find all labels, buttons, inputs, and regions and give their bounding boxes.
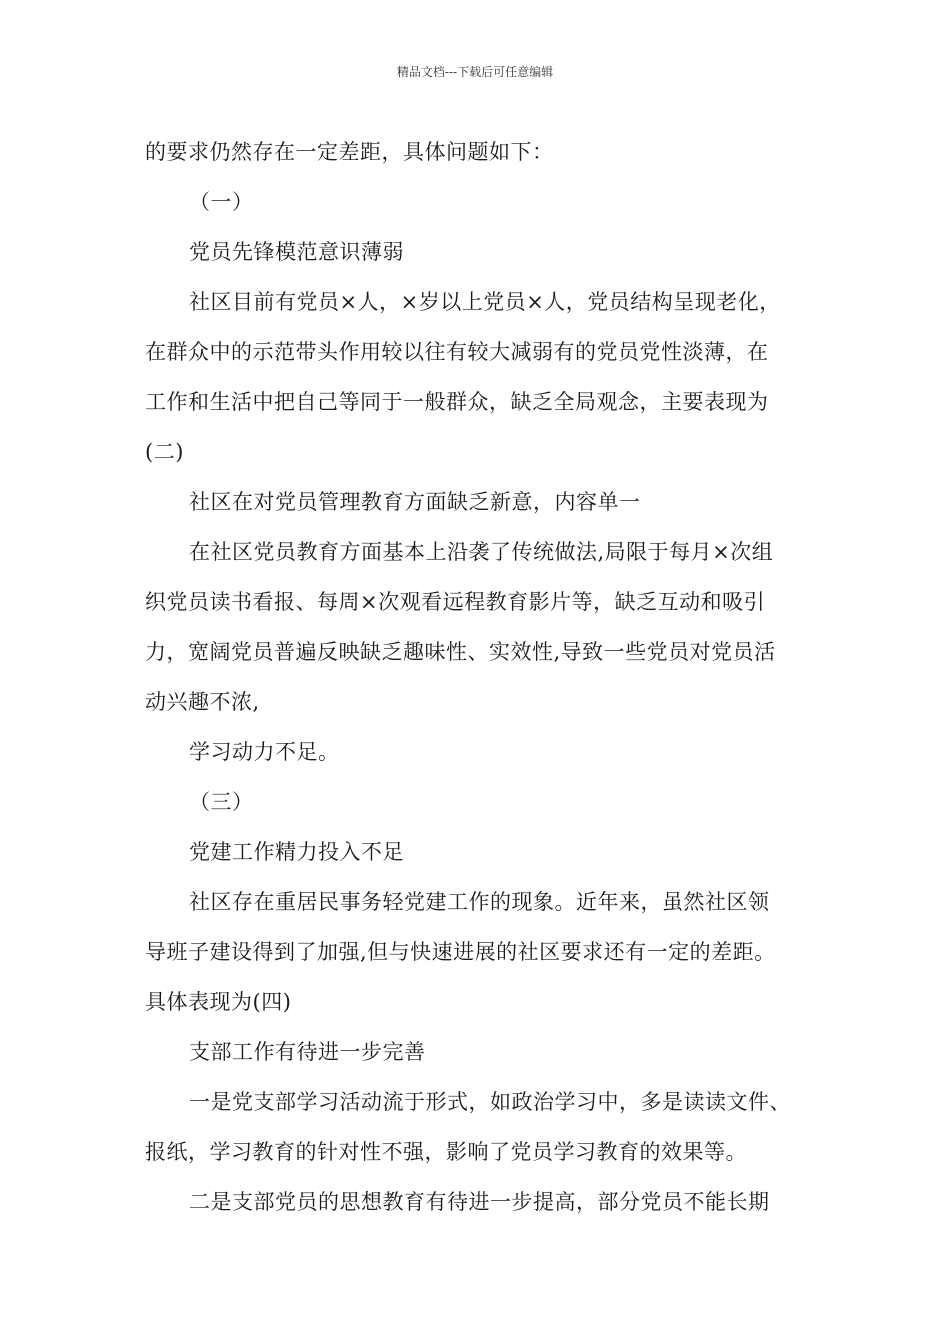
text-line: 力，宽阔党员普遍反映缺乏趣味性、实效性,导致一些党员对党员活 — [145, 640, 776, 664]
text-line: 社区在对党员管理教育方面缺乏新意，内容单一 — [189, 490, 641, 514]
text-line: 在社区党员教育方面基本上沿袭了传统做法,局限于每月×次组 — [189, 540, 774, 564]
text-line: 工作和生活中把自己等同于一般群众，缺乏全局观念，主要表现为 — [145, 390, 769, 414]
text-line: 社区目前有党员×人，×岁以上党员×人，党员结构呈现老化， — [189, 290, 781, 314]
document-body — [145, 127, 835, 1227]
text-line: （三） — [189, 790, 254, 814]
text-line: 学习动力不足。 — [189, 740, 340, 764]
text-line: 的要求仍然存在一定差距，具体问题如下： — [145, 140, 554, 164]
page-header: 精品文档---下载后可任意编辑 — [396, 65, 554, 79]
text-line: 导班子建设得到了加强,但与快速进展的社区要求还有一定的差距。 — [145, 940, 776, 964]
text-line: 具体表现为(四) — [145, 990, 292, 1014]
text-line: 织党员读书看报、每周×次观看远程教育影片等，缺乏互动和吸引 — [145, 590, 766, 614]
text-line: 二是支部党员的思想教育有待进一步提高，部分党员不能长期 — [189, 1190, 770, 1214]
text-line: 党建工作精力投入不足 — [189, 840, 404, 864]
text-line: 一是党支部学习活动流于形式，如政治学习中，多是读读文件、 — [189, 1090, 791, 1114]
text-line: 支部工作有待进一步完善 — [189, 1040, 426, 1064]
text-line: 在群众中的示范带头作用较以往有较大减弱有的党员党性淡薄，在 — [145, 340, 769, 364]
text-line: (二) — [145, 440, 184, 464]
text-line: 动兴趣不浓, — [145, 690, 260, 714]
text-line: （一） — [189, 190, 254, 214]
text-line: 报纸，学习教育的针对性不强，影响了党员学习教育的效果等。 — [145, 1140, 747, 1164]
text-line: 社区存在重居民事务轻党建工作的现象。近年来，虽然社区领 — [189, 890, 770, 914]
text-line: 党员先锋模范意识薄弱 — [189, 240, 404, 264]
